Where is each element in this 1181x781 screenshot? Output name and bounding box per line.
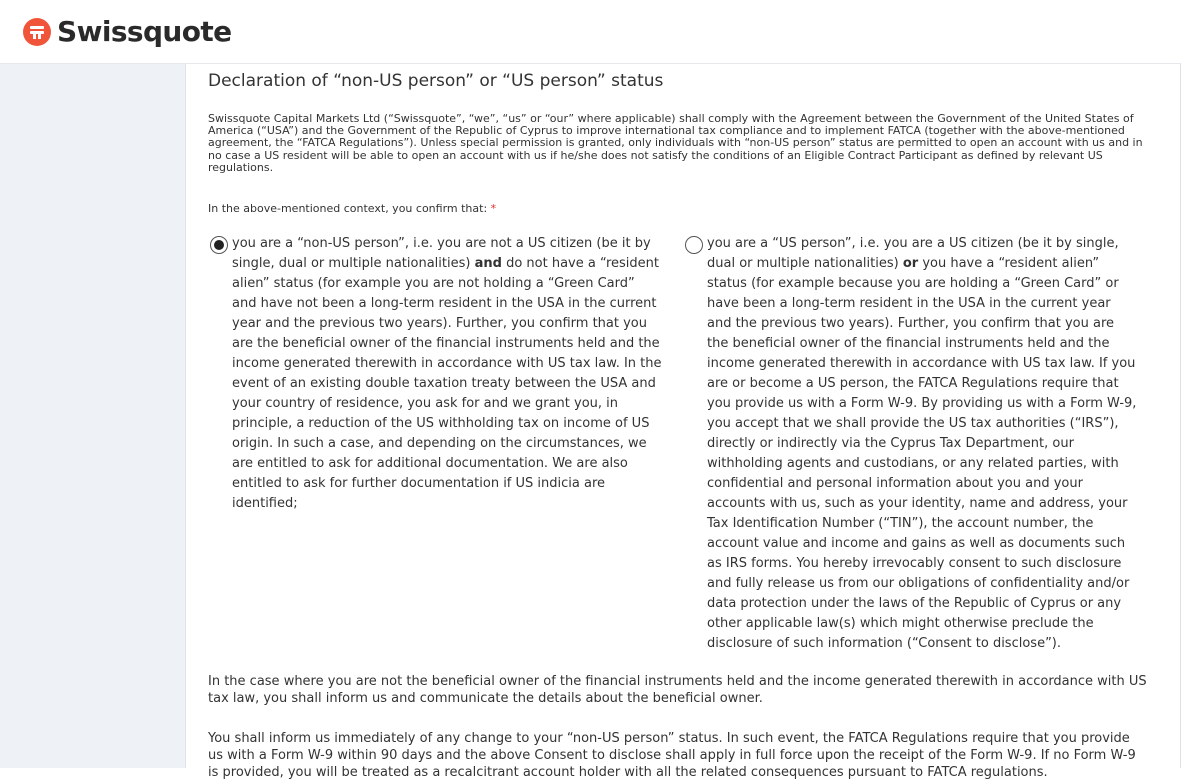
header [0,0,1181,64]
option-non-us-person-text-b: do not have a “resident alien” status (for example you are not holding a “Green Card” and have not been a long-term resident in the USA in the current year and the previous two years). Further, you confirm that you are the beneficial owner of the financial instruments held and the income generated therewith in accordance with US tax law. In the event of an existing double taxation treaty between the USA and your country of residence, you ask for and we grant you, in principle, a reduction of the US withholding tax on income of US origin. In such a case, and depending on the circumstances, we are entitled to ask for additional documentation. We are also entitled to ask for further documentation if US indicia are identified; [232,256,662,511]
sidebar [0,64,186,768]
option-non-us-person-text[interactable] [232,234,662,514]
option-non-us-person-text-a: you are a “non-US person”, i.e. you are not a US citizen (be it by single, dual or multiple nationalities) [232,236,651,271]
main-content [186,64,1181,780]
option-us-person-text-a: you are a “US person”, i.e. you are a US citizen (be it by single, dual or multiple nationalities) [707,236,1119,271]
section-title: Declaration of “non-US person” or “US person” status [208,71,664,91]
swissquote-logo-icon[interactable] [23,18,51,46]
intro-text: Swissquote Capital Markets Ltd (“Swissquote”, “we”, “us” or “our” where applicable) shall comply with the Agreement between the Government of the United States of America (“USA”) and the Government of the Republic of Cyprus to improve international tax compliance and to implement FATCA (together with the above-mentioned agreement, the “FATCA Regulations”). Unless special permission is granted, only individuals with “non-US person” status are permitted to open an account with us and in no case a US resident will be able to open an account with us if he/she does not satisfy the conditions of an Eligible Contract Participant as defined by relevant US regulations. [208,112,1143,174]
option-non-us-person-bold: and [474,256,502,271]
radio-us-person[interactable] [685,236,703,254]
context-label-text: In the above-mentioned context, you confirm that: [208,202,488,215]
brand-name[interactable]: Swissquote [57,15,232,48]
option-non-us-person[interactable] [210,234,662,514]
required-mark: * [490,202,497,215]
option-us-person[interactable] [685,234,1137,654]
option-us-person-text-b: you have a “resident alien” status (for example because you are holding a “Green Card” or have been a long-term resident in the USA in the current year and the previous two years). Further, you confirm that you are the beneficial owner of the financial instruments held and the income generated therewith in accordance with US tax law. If you are or become a US person, the FATCA Regulations require that you provide us with a Form W-9. By providing us with a Form W-9, you accept that we shall provide the US tax authorities (“IRS”), directly or indirectly via the Cyprus Tax Department, our withholding agents and custodians, or any related parties, with confidential and personal information about you and your accounts with us, such as your identity, name and address, your Tax Identification Number (“TIN”), the account number, the account value and income and gains as well as documents such as IRS forms. You hereby irrevocably consent to such disclosure and fully release us from our obligations of confidentiality and/or data protection under the laws of the Republic of Cyprus or any other applicable law(s) which might otherwise preclude the disclosure of such information (“Consent to disclose”). [707,256,1137,651]
option-us-person-text[interactable] [707,234,1137,654]
option-us-person-bold: or [902,256,919,271]
context-label [208,202,496,215]
status-change-paragraph: You shall inform us immediately of any change to your “non-US person” status. In such event, the FATCA Regulations require that you provide us with a Form W-9 within 90 days and the above Consent to disclose shall apply in full force upon the receipt of the Form W-9. If no Form W-9 is provided, you will be treated as a recalcitrant account holder with all the related consequences pursuant to FATCA regulations. [208,731,1136,780]
radio-non-us-person[interactable] [210,236,228,254]
beneficial-owner-paragraph: In the case where you are not the beneficial owner of the financial instruments held and the income generated therewith in accordance with US tax law, you shall inform us and communicate the details about the beneficial owner. [208,674,1147,706]
